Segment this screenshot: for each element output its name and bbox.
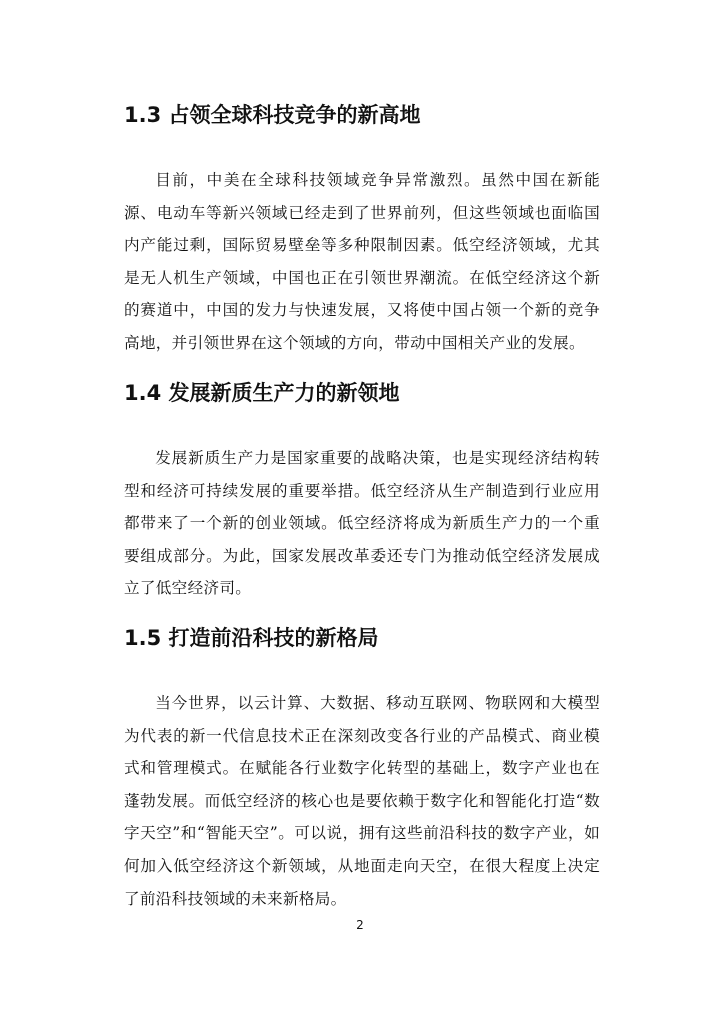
section-1-5 (124, 623, 600, 915)
section-heading: 1.5 打造前沿科技的新格局 (124, 626, 379, 650)
section-paragraph: 发展新质生产力是国家重要的战略决策，也是实现经济结构转型和经济可持续发展的重要举措。低空经济从生产制造到行业应用都带来了一个新的创业领域。低空经济将成为新质生产力的一个重要组成部分。为此，国家发展改革委还专门为推动低空经济发展成立了低空经济司。 (124, 449, 600, 598)
page-number: 2 (356, 918, 364, 932)
section-heading: 1.3 占领全球科技竞争的新高地 (124, 103, 421, 127)
section-1-3 (124, 100, 600, 360)
section-heading: 1.4 发展新质生产力的新领地 (124, 381, 400, 405)
section-paragraph: 目前，中美在全球科技领域竞争异常激烈。虽然中国在新能源、电动车等新兴领域已经走到了世界前列，但这些领域也面临国内产能过剩，国际贸易壁垒等多种限制因素。低空经济领域，尤其是无人机生产领域，中国也正在引领世界潮流。在低空经济这个新的赛道中，中国的发力与快速发展，又将使中国占领一个新的竞争高地，并引领世界在这个领域的方向，带动中国相关产业的发展。 (124, 171, 600, 352)
section-1-4 (124, 378, 600, 605)
section-paragraph: 当今世界，以云计算、大数据、移动互联网、物联网和大模型为代表的新一代信息技术正在深刻改变各行业的产品模式、商业模式和管理模式。在赋能各行业数字化转型的基础上，数字产业也在蓬勃发展。而低空经济的核心也是要依赖于数字化和智能化打造“数字天空”和“智能天空”。可以说，拥有这些前沿科技的数字产业，如何加入低空经济这个新领域，从地面走向天空，在很大程度上决定了前沿科技领域的未来新格局。 (124, 694, 600, 908)
